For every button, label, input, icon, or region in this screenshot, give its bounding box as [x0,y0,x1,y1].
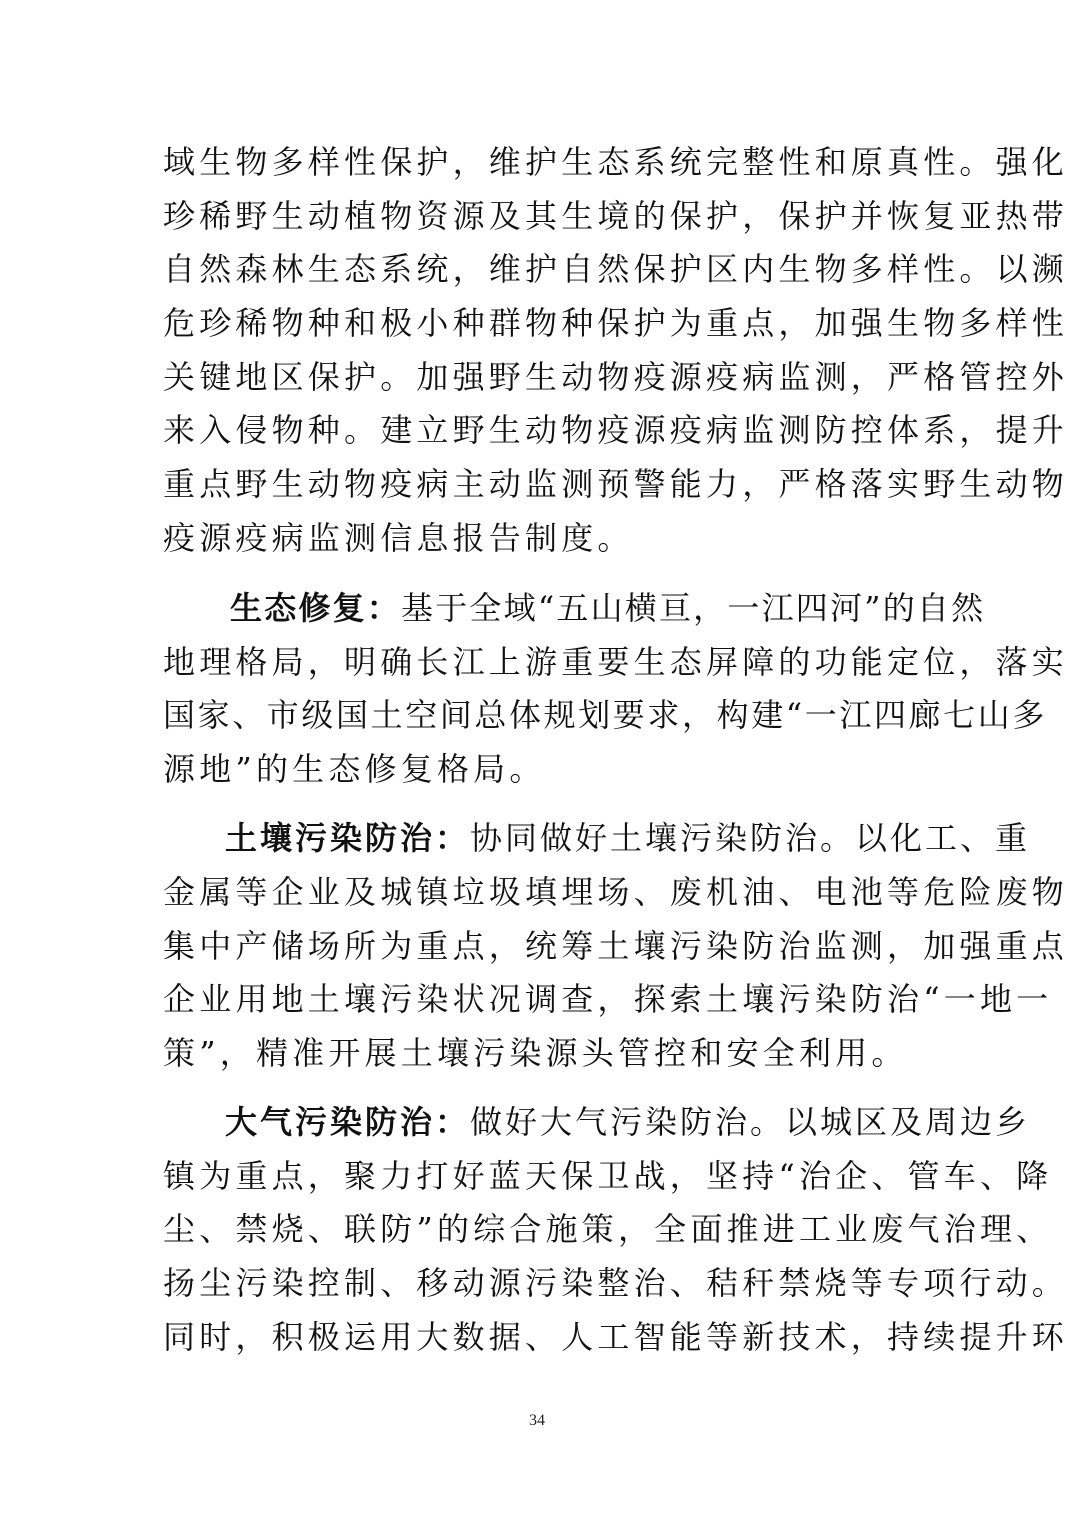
text-line: 源地”的生态修复格局。 [163,750,546,788]
text-line: 自然森林生态系统，维护自然保护区内生物多样性。以濒 [163,250,1069,288]
text-line: 地理格局，明确长江上游重要生态屏障的功能定位，落实 [163,643,1069,681]
text-line: 金属等企业及城镇垃圾填埋场、废机油、电池等危险废物 [163,873,1069,911]
text-run: 基于全域“五山横亘，一江四河”的自然 [401,589,986,627]
text-line: 危珍稀物种和极小种群物种保护为重点，加强生物多样性 [163,304,1069,342]
page-number: 34 [529,1412,545,1429]
text-line: 重点野生动物疫病主动监测预警能力，严格落实野生动物 [163,465,1069,503]
text-line: 集中产储场所为重点，统筹土壤污染防治监测，加强重点 [163,927,1069,965]
text-line: 关键地区保护。加强野生动物疫源疫病监测，严格管控外 [163,358,1069,396]
text-line: 珍稀野生动植物资源及其生境的保护，保护并恢复亚热带 [163,197,1069,235]
paragraph-first-line [230,588,986,628]
section-heading: 生态修复： [230,589,402,627]
text-line: 国家、市级国土空间总体规划要求，构建“一江四廊七山多 [163,696,1047,734]
text-line: 疫源疫病监测信息报告制度。 [163,519,634,557]
text-line: 来入侵物种。建立野生动物疫源疫病监测防控体系，提升 [163,411,1069,449]
text-line: 域生物多样性保护，维护生态系统完整性和原真性。强化 [163,143,1069,181]
text-line: 扬尘污染控制、移动源污染整治、秸秆禁烧等专项行动。 [163,1264,1069,1302]
paragraph-first-line [225,1102,1031,1142]
text-line: 企业用地土壤污染状况调查，探索土壤污染防治“一地一 [163,980,1053,1018]
text-line: 策”，精准开展土壤污染源头管控和安全利用。 [163,1034,908,1072]
paragraph-first-line [225,818,1031,858]
text-run: 协同做好土壤污染防治。以化工、重 [470,819,1031,857]
text-line: 尘、禁烧、联防”的综合施策，全面推进工业废气治理、 [163,1210,1053,1248]
text-line: 同时，积极运用大数据、人工智能等新技术，持续提升环 [163,1318,1069,1356]
section-heading: 土壤污染防治： [225,819,471,857]
text-run: 做好大气污染防治。以城区及周边乡 [470,1103,1031,1141]
text-line: 镇为重点，聚力打好蓝天保卫战，坚持“治企、管车、降 [163,1157,1053,1195]
section-heading: 大气污染防治： [225,1103,471,1141]
